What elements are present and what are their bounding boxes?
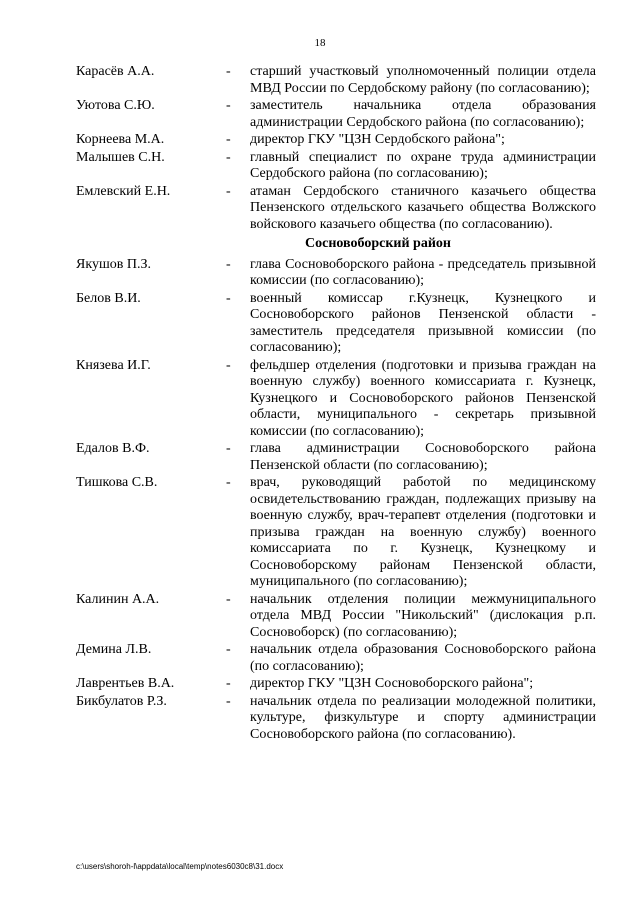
member-name: Едалов В.Ф.: [76, 441, 150, 456]
member-name: Лаврентьев В.А.: [76, 676, 175, 691]
dash-separator: -: [226, 441, 231, 456]
dash-separator: -: [226, 676, 231, 691]
member-entry: [76, 358, 596, 441]
member-name: Емлевский Е.Н.: [76, 183, 171, 199]
commission-members-sosnovoborsk: [76, 257, 596, 744]
member-name: Карасёв А.А.: [76, 64, 155, 79]
member-position: начальник отдела по реализации молодежной политики, культуре, физкультуре и спорту администрации Сосновоборского района (по согласованию).: [250, 693, 596, 742]
dash-separator: -: [226, 357, 231, 373]
dash-separator: -: [226, 693, 231, 709]
member-entry: [76, 257, 596, 290]
member-position: главный специалист по охране труда администрации Сердобского района (по согласованию);: [250, 149, 596, 181]
member-name: Малышев С.Н.: [76, 149, 165, 165]
member-position: начальник отдела образования Сосновоборского района (по согласованию);: [250, 642, 596, 674]
member-name: Якушов П.З.: [76, 256, 151, 272]
dash-separator: -: [226, 183, 231, 199]
dash-separator: -: [226, 290, 231, 306]
member-name: Демина Л.В.: [76, 642, 152, 657]
member-entry: [76, 132, 596, 149]
dash-separator: -: [226, 64, 231, 79]
member-position: старший участковый уполномоченный полиции отдела МВД России по Сердобскому району (по согласованию);: [250, 64, 596, 96]
member-position: военный комиссар г.Кузнецк, Кузнецкого и Сосновоборского районов Пензенской области - заместитель председателя призывной комиссии (по согласованию);: [250, 290, 596, 355]
file-path-footer: c:\users\shoroh-l\appdata\local\temp\notes6030c8\31.docx: [76, 862, 284, 871]
member-name: Белов В.И.: [76, 290, 141, 306]
member-entry: [76, 475, 596, 591]
member-entry: [76, 441, 596, 474]
member-position: атаман Сердобского станичного казачьего общества Пензенского отдельского казачьего общества Волжского войскового казачьего общества (по согласованию).: [250, 183, 596, 232]
member-name: Уютова С.Ю.: [76, 98, 155, 113]
member-name: Калинин А.А.: [76, 591, 160, 607]
dash-separator: -: [226, 591, 231, 607]
member-entry: [76, 642, 596, 675]
member-entry: [76, 184, 596, 234]
dash-separator: -: [226, 642, 231, 657]
member-position: директор ГКУ "ЦЗН Сердобского района";: [250, 132, 505, 147]
member-position: начальник отделения полиции межмуниципального отдела МВД России "Никольский" (дислокация р.п. Сосновоборск) (по согласованию);: [250, 591, 596, 640]
member-entry: [76, 291, 596, 357]
document-body: [76, 64, 596, 744]
dash-separator: -: [226, 475, 231, 490]
member-position: фельдшер отделения (подготовки и призыва граждан на военную службу) военного комиссариата г. Кузнецк, Кузнецкого и Сосновоборского районов Пензенской области, муниципального - секретарь призывной комиссии (по согласованию);: [250, 357, 596, 439]
member-position: заместитель начальника отдела образования администрации Сердобского района (по согласованию);: [250, 98, 596, 130]
dash-separator: -: [226, 98, 231, 113]
commission-members-serdobsk: [76, 64, 596, 233]
member-name: Князева И.Г.: [76, 357, 151, 373]
dash-separator: -: [226, 256, 231, 272]
member-name: Тишкова С.В.: [76, 475, 158, 490]
member-entry: [76, 676, 596, 693]
member-entry: [76, 98, 596, 131]
member-entry: [76, 694, 596, 744]
member-position: глава администрации Сосновоборского района Пензенской области (по согласованию);: [250, 441, 596, 473]
section-heading: Сосновоборский район: [305, 236, 451, 251]
member-entry: [76, 592, 596, 642]
page-number: 18: [314, 37, 326, 49]
dash-separator: -: [226, 149, 231, 165]
dash-separator: -: [226, 132, 231, 147]
member-position: директор ГКУ "ЦЗН Сосновоборского района";: [250, 676, 534, 691]
member-position: врач, руководящий работой по медицинскому освидетельствованию граждан, подлежащих призыву на военную службу, врач-терапевт отделения (подготовки и призыва граждан на военную службу) военного комиссариата по г. Кузнецк, Кузнецкому и Сосновоборскому районам Пензенской области, муниципального (по согласованию);: [250, 475, 596, 589]
member-entry: [76, 64, 596, 97]
member-name: Бикбулатов Р.З.: [76, 693, 167, 709]
member-position: глава Сосновоборского района - председатель призывной комиссии (по согласованию);: [250, 256, 596, 288]
member-name: Корнеева М.А.: [76, 132, 165, 147]
member-entry: [76, 150, 596, 183]
